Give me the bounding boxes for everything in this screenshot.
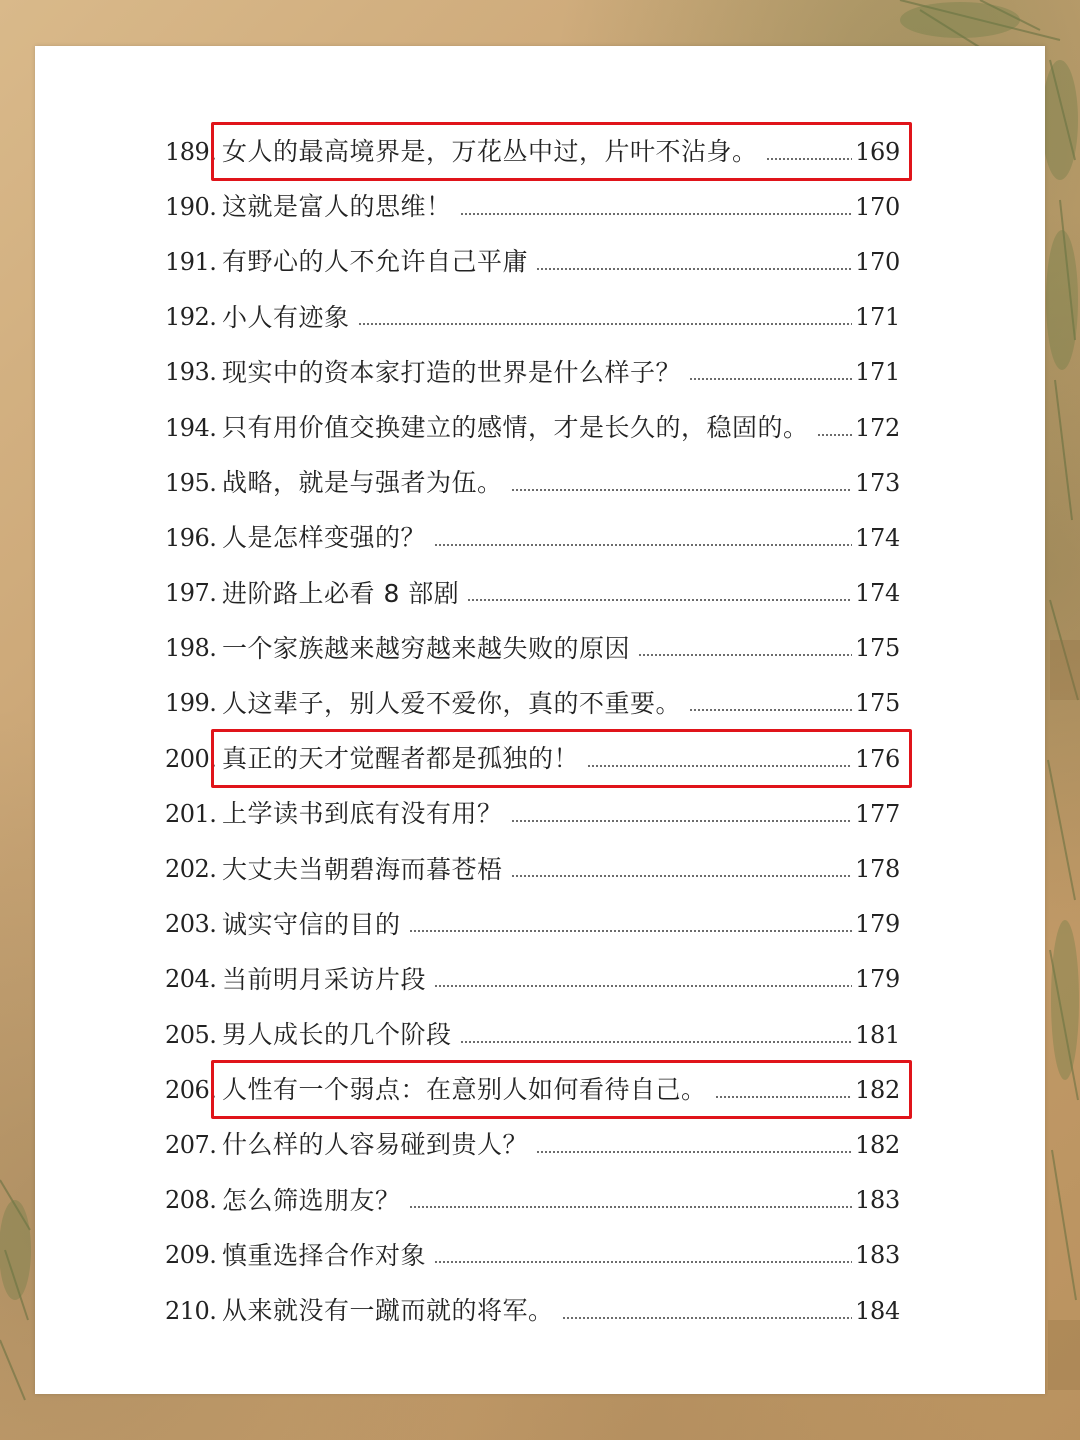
dot-leader	[358, 323, 853, 325]
dot-leader	[434, 985, 852, 987]
dot-leader	[638, 654, 852, 656]
toc-entry-title: 诚实守信的目的	[222, 909, 401, 939]
toc-entry-title: 现实中的资本家打造的世界是什么样子？	[222, 357, 682, 387]
dot-leader	[460, 1041, 853, 1043]
toc-entry-number: 201.	[165, 799, 217, 828]
toc-entry-number: 191.	[165, 247, 217, 276]
toc-entry-title: 战略，就是与强者为伍。	[222, 468, 503, 498]
toc-entry-page-number: 179	[855, 910, 900, 939]
toc-entry[interactable]	[165, 124, 900, 179]
toc-entry-page-number: 173	[855, 468, 900, 497]
toc-entry-page-number: 170	[855, 192, 900, 221]
table-of-contents	[165, 124, 900, 1338]
toc-entry-title: 大丈夫当朝碧海而暮苍梧	[222, 854, 503, 884]
toc-entry[interactable]	[165, 345, 900, 400]
toc-entry[interactable]	[165, 1117, 900, 1172]
toc-entry-page-number: 183	[855, 1186, 900, 1215]
toc-entry-number: 192.	[165, 303, 217, 332]
toc-entry-page-number: 176	[855, 744, 900, 773]
dot-leader	[434, 544, 852, 546]
toc-entry-title: 小人有迹象	[222, 302, 350, 332]
toc-entry[interactable]	[165, 786, 900, 841]
toc-entry-title: 上学读书到底有没有用？	[222, 799, 503, 829]
toc-entry-title: 进阶路上必看 8 部剧	[222, 578, 460, 608]
toc-entry[interactable]	[165, 455, 900, 510]
toc-entry-number: 195.	[165, 468, 217, 497]
toc-entry-page-number: 175	[855, 689, 900, 718]
toc-entry-page-number: 171	[855, 303, 900, 332]
toc-entry[interactable]	[165, 897, 900, 952]
toc-entry-number: 197.	[165, 579, 217, 608]
toc-entry-page-number: 182	[855, 1075, 900, 1104]
toc-entry[interactable]	[165, 179, 900, 234]
toc-entry-title: 只有用价值交换建立的感情，才是长久的，稳固的。	[222, 413, 809, 443]
toc-entry-title: 慎重选择合作对象	[222, 1240, 427, 1270]
toc-entry-number: 206.	[165, 1075, 217, 1104]
toc-entry-number: 189.	[165, 137, 217, 166]
toc-entry-title: 女人的最高境界是，万花丛中过，片叶不沾身。	[222, 137, 758, 167]
toc-entry-page-number: 184	[855, 1296, 900, 1325]
toc-entry-page-number: 174	[855, 523, 900, 552]
toc-entry-title: 这就是富人的思维！	[222, 192, 452, 222]
toc-entry-title: 从来就没有一蹴而就的将军。	[222, 1296, 554, 1326]
toc-entry-number: 198.	[165, 634, 217, 663]
toc-entry[interactable]	[165, 290, 900, 345]
toc-entry[interactable]	[165, 510, 900, 565]
toc-entry[interactable]	[165, 400, 900, 455]
dot-leader	[434, 1261, 852, 1263]
toc-entry-title: 男人成长的几个阶段	[222, 1020, 452, 1050]
toc-entry-number: 190.	[165, 192, 217, 221]
toc-entry-page-number: 177	[855, 799, 900, 828]
toc-entry[interactable]	[165, 1283, 900, 1338]
dot-leader	[511, 875, 853, 877]
toc-entry-page-number: 175	[855, 634, 900, 663]
toc-entry-title: 真正的天才觉醒者都是孤独的！	[222, 744, 580, 774]
toc-entry-number: 210.	[165, 1296, 217, 1325]
toc-entry-number: 196.	[165, 523, 217, 552]
dot-leader	[460, 213, 853, 215]
toc-entry-number: 205.	[165, 1020, 217, 1049]
toc-entry-page-number: 182	[855, 1130, 900, 1159]
dot-leader	[409, 930, 853, 932]
toc-entry-page-number: 183	[855, 1241, 900, 1270]
toc-entry-page-number: 174	[855, 579, 900, 608]
toc-entry-title: 怎么筛选朋友？	[222, 1185, 401, 1215]
toc-entry[interactable]	[165, 566, 900, 621]
toc-entry-number: 200.	[165, 744, 217, 773]
dot-leader	[467, 599, 852, 601]
toc-entry-number: 209.	[165, 1241, 217, 1270]
toc-entry[interactable]	[165, 1007, 900, 1062]
toc-entry-page-number: 170	[855, 247, 900, 276]
dot-leader	[409, 1206, 853, 1208]
toc-entry-page-number: 169	[855, 137, 900, 166]
toc-entry-number: 202.	[165, 855, 217, 884]
dot-leader	[715, 1096, 853, 1098]
toc-entry-page-number: 172	[855, 413, 900, 442]
toc-entry-page-number: 171	[855, 358, 900, 387]
dot-leader	[817, 434, 853, 436]
toc-entry[interactable]	[165, 1228, 900, 1283]
toc-entry[interactable]	[165, 621, 900, 676]
toc-entry[interactable]	[165, 676, 900, 731]
dot-leader	[587, 765, 852, 767]
toc-entry-page-number: 179	[855, 965, 900, 994]
toc-entry-number: 203.	[165, 910, 217, 939]
toc-entry-title: 有野心的人不允许自己平庸	[222, 247, 529, 277]
toc-entry[interactable]	[165, 731, 900, 786]
toc-entry[interactable]	[165, 234, 900, 289]
toc-entry-number: 208.	[165, 1186, 217, 1215]
toc-entry-page-number: 181	[855, 1020, 900, 1049]
toc-entry[interactable]	[165, 1062, 900, 1117]
toc-entry-number: 207.	[165, 1130, 217, 1159]
toc-entry[interactable]	[165, 841, 900, 896]
toc-entry-number: 199.	[165, 689, 217, 718]
toc-entry-title: 一个家族越来越穷越来越失败的原因	[222, 633, 631, 663]
toc-entry-number: 204.	[165, 965, 217, 994]
toc-entry-title: 当前明月采访片段	[222, 964, 427, 994]
dot-leader	[536, 1151, 852, 1153]
dot-leader	[766, 158, 853, 160]
dot-leader	[511, 820, 853, 822]
toc-entry-title: 人是怎样变强的？	[222, 523, 427, 553]
dot-leader	[689, 378, 852, 380]
toc-entry-number: 193.	[165, 358, 217, 387]
dot-leader	[562, 1317, 853, 1319]
toc-entry-title: 人这辈子，别人爱不爱你，真的不重要。	[222, 688, 682, 718]
dot-leader	[511, 489, 853, 491]
toc-entry-title: 什么样的人容易碰到贵人？	[222, 1130, 529, 1160]
toc-entry-page-number: 178	[855, 855, 900, 884]
toc-entry[interactable]	[165, 952, 900, 1007]
dot-leader	[536, 268, 852, 270]
dot-leader	[689, 709, 852, 711]
toc-entry-title: 人性有一个弱点：在意别人如何看待自己。	[222, 1075, 707, 1105]
toc-entry[interactable]	[165, 1173, 900, 1228]
toc-entry-number: 194.	[165, 413, 217, 442]
